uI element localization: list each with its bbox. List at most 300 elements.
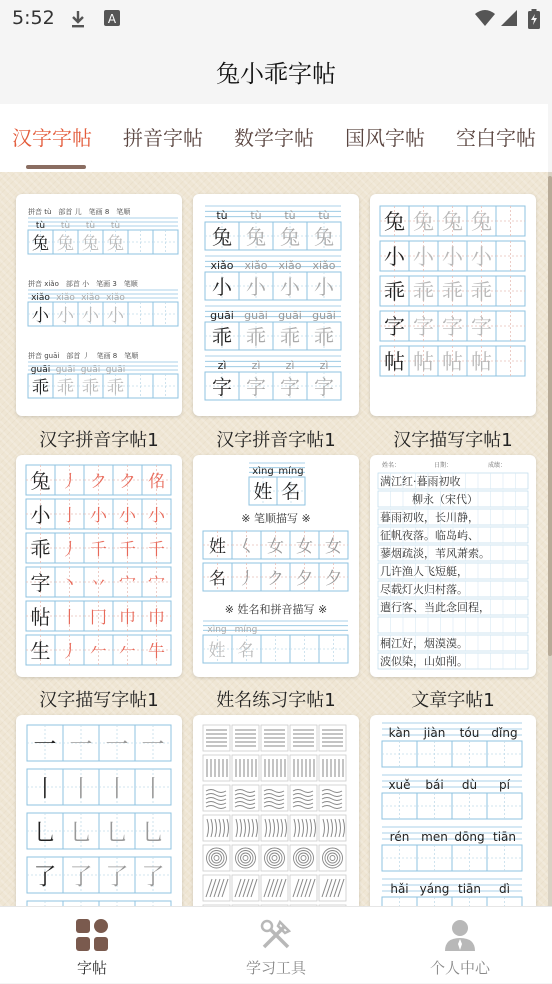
stroke-trace: 𠂉 bbox=[119, 642, 136, 662]
pattern-stroke bbox=[264, 798, 284, 801]
pattern-cell bbox=[261, 845, 288, 871]
template-card-lines[interactable] bbox=[193, 715, 359, 937]
stroke-trace: 女 bbox=[296, 537, 313, 557]
pinyin-text: guāi bbox=[55, 365, 76, 375]
pinyin-text: dì bbox=[499, 882, 510, 896]
hanzi-char: 乖 bbox=[30, 537, 51, 561]
pinyin-text: xìng bbox=[252, 466, 274, 477]
pinyin-text: kàn bbox=[388, 726, 411, 740]
scrollbar-thumb[interactable] bbox=[548, 176, 552, 656]
template-card-pinyin-2[interactable] bbox=[193, 194, 359, 416]
pattern-stroke bbox=[235, 802, 255, 805]
pinyin-text: xiǎo bbox=[106, 293, 125, 303]
hanzi-char: 兔 bbox=[212, 225, 232, 249]
pinyin-text: xiǎo bbox=[81, 293, 100, 303]
template-grid[interactable] bbox=[0, 172, 548, 906]
pattern-stroke bbox=[211, 819, 213, 837]
hanzi-char: 小 bbox=[246, 275, 266, 299]
stroke-char: 乚 bbox=[33, 820, 57, 846]
pattern-stroke bbox=[322, 798, 342, 801]
section-title: ※ 姓名和拼音描写 ※ bbox=[224, 603, 328, 616]
meta-text: 姓名： bbox=[382, 462, 401, 469]
pinyin-text: bái bbox=[425, 778, 444, 792]
hanzi-char: 字 bbox=[212, 375, 232, 399]
stroke-trace: 冂 bbox=[90, 608, 107, 628]
nav-label: 个人中心 bbox=[429, 959, 490, 977]
hanzi-char: 帖 bbox=[30, 605, 51, 629]
pattern-stroke bbox=[328, 853, 338, 863]
pinyin-text: tù bbox=[284, 209, 296, 222]
tab-guofeng[interactable]: 国风字帖 bbox=[345, 126, 425, 150]
stroke-trace: 丿 bbox=[238, 569, 255, 589]
section-title: ※ 笔顺描写 ※ bbox=[241, 512, 311, 525]
hanzi-char: 兔 bbox=[280, 225, 300, 249]
stroke-trace: 宀 bbox=[119, 574, 136, 594]
svg-text:A: A bbox=[107, 12, 117, 26]
pinyin-text: tóu bbox=[459, 726, 480, 740]
hanzi-char: 兔 bbox=[442, 210, 463, 234]
hanzi-char: 乖 bbox=[212, 325, 232, 349]
hanzi-char: 字 bbox=[246, 375, 266, 399]
pattern-stroke bbox=[339, 819, 341, 837]
pattern-stroke bbox=[302, 819, 304, 837]
hanzi-char: 姓 bbox=[208, 641, 226, 661]
stroke-trace: 小 bbox=[148, 506, 165, 526]
hanzi-char: 字 bbox=[442, 315, 463, 339]
hanzi-char: 生 bbox=[30, 639, 51, 663]
pattern-stroke bbox=[269, 819, 271, 837]
stroke-trace: 丶 bbox=[61, 574, 78, 594]
pattern-stroke bbox=[273, 819, 275, 837]
template-card-label[interactable]: 汉字拼音字帖1 bbox=[39, 430, 159, 451]
hanzi-char: 字 bbox=[30, 571, 51, 595]
tab-indicator bbox=[26, 165, 86, 169]
pattern-stroke bbox=[310, 819, 312, 837]
nav-item-tools[interactable] bbox=[216, 907, 336, 984]
stroke-char: 丨 bbox=[33, 776, 57, 802]
stroke-trace: 牛 bbox=[148, 642, 165, 662]
pattern-stroke bbox=[207, 848, 227, 868]
hanzi-char: 名 bbox=[237, 641, 255, 661]
bottom-nav bbox=[0, 906, 552, 983]
hanzi-char: 姓 bbox=[253, 481, 273, 503]
pattern-stroke bbox=[214, 856, 219, 861]
template-preview bbox=[16, 455, 182, 677]
template-card-pinyin-1[interactable] bbox=[16, 194, 182, 416]
pinyin-text: tù bbox=[35, 221, 46, 231]
pinyin-text: xiǎo bbox=[56, 293, 75, 303]
pinyin-text: guāi bbox=[244, 309, 268, 322]
pattern-stroke bbox=[235, 798, 255, 801]
template-card-pinyin-words[interactable] bbox=[370, 715, 536, 937]
pattern-stroke bbox=[270, 853, 280, 863]
pattern-stroke bbox=[243, 856, 248, 861]
pattern-stroke bbox=[265, 848, 285, 868]
pattern-stroke bbox=[206, 790, 226, 793]
pattern-stroke bbox=[343, 819, 345, 837]
stroke-trace: 𠂉 bbox=[90, 642, 107, 662]
pattern-stroke bbox=[335, 819, 337, 837]
pinyin-text: tiān bbox=[458, 882, 481, 896]
stroke-trace: 佲 bbox=[148, 472, 165, 492]
hanzi-char: 乖 bbox=[442, 280, 463, 304]
pinyin-text: hǎi bbox=[390, 882, 409, 896]
template-card-name[interactable] bbox=[193, 455, 359, 677]
stroke-char: 了 bbox=[33, 864, 57, 890]
pattern-stroke bbox=[301, 856, 306, 861]
hanzi-char: 乖 bbox=[107, 378, 124, 398]
status-bar bbox=[0, 0, 552, 38]
template-card-strokes[interactable] bbox=[16, 715, 182, 937]
nav-label: 学习工具 bbox=[245, 959, 306, 977]
hanzi-char: 字 bbox=[280, 375, 300, 399]
pinyin-text: xuě bbox=[388, 778, 411, 792]
pinyin-text: tù bbox=[250, 209, 262, 222]
stroke-trace: 巾 bbox=[119, 608, 136, 628]
article-line: 桐江好，烟漠漠。 bbox=[380, 637, 468, 650]
stroke-trace: 夕 bbox=[325, 569, 342, 589]
hanzi-char: 小 bbox=[384, 245, 405, 269]
pinyin-text: zì bbox=[285, 359, 295, 372]
pinyin-text: zì bbox=[217, 359, 227, 372]
pattern-stroke bbox=[235, 806, 255, 809]
block-header: 拼音 guāi 部首 丿 笔画 8 笔顺 bbox=[28, 352, 139, 360]
hanzi-char: 小 bbox=[212, 275, 232, 299]
hanzi-char: 兔 bbox=[30, 469, 51, 493]
pattern-stroke bbox=[256, 819, 258, 837]
template-preview bbox=[370, 715, 536, 937]
nav-item-profile[interactable] bbox=[400, 907, 520, 984]
hanzi-char: 小 bbox=[442, 245, 463, 269]
stroke-trace: 小 bbox=[90, 506, 107, 526]
pinyin-text: xiǎo bbox=[312, 259, 336, 272]
stroke-trace: 女 bbox=[267, 537, 284, 557]
article-line: 满江红·暮雨初收 bbox=[380, 475, 461, 488]
article-line: 蓼烟疏淡，苇风萧索。 bbox=[380, 547, 490, 560]
stroke-trace: 丨 bbox=[61, 608, 78, 628]
hanzi-char: 兔 bbox=[82, 234, 99, 254]
stroke-trace: ク bbox=[267, 569, 284, 589]
stroke-char: 乚 bbox=[141, 820, 165, 846]
pinyin-text: zì bbox=[319, 359, 329, 372]
pinyin-text: xiǎo bbox=[244, 259, 268, 272]
pinyin-text: dǐng bbox=[491, 726, 518, 740]
template-preview bbox=[370, 455, 536, 677]
article-line: 征帆夜落。临岛屿、 bbox=[380, 529, 479, 542]
pattern-stroke bbox=[264, 794, 284, 797]
stroke-trace: 名 bbox=[209, 569, 226, 589]
template-preview bbox=[16, 715, 182, 937]
template-preview bbox=[193, 194, 359, 416]
stroke-char: 乚 bbox=[69, 820, 93, 846]
nav-label: 字帖 bbox=[76, 959, 107, 977]
pattern-stroke bbox=[215, 819, 217, 837]
pattern-stroke bbox=[241, 853, 251, 863]
app-title: 兔小乖字帖 bbox=[216, 59, 336, 88]
hanzi-char: 字 bbox=[413, 315, 434, 339]
stroke-trace: 丷 bbox=[90, 574, 107, 594]
hanzi-char: 兔 bbox=[57, 234, 74, 254]
hanzi-char: 小 bbox=[57, 306, 74, 326]
hanzi-char: 字 bbox=[471, 315, 492, 339]
tools-icon bbox=[258, 917, 294, 953]
download-icon bbox=[68, 9, 88, 29]
hanzi-char: 字 bbox=[314, 375, 334, 399]
hanzi-char: 小 bbox=[30, 503, 51, 527]
pattern-stroke bbox=[294, 819, 296, 837]
hanzi-char: 兔 bbox=[384, 210, 405, 234]
stroke-trace: 丿 bbox=[61, 472, 78, 492]
keyboard-a-icon bbox=[103, 9, 121, 27]
pattern-stroke bbox=[323, 819, 325, 837]
pattern-stroke bbox=[298, 819, 300, 837]
pattern-stroke bbox=[236, 848, 256, 868]
hanzi-char: 乖 bbox=[471, 280, 492, 304]
stroke-trace: 小 bbox=[119, 506, 136, 526]
hanzi-char: 小 bbox=[471, 245, 492, 269]
tab-blank[interactable]: 空白字帖 bbox=[456, 126, 536, 150]
meta-text: 成绩： bbox=[488, 462, 507, 469]
pinyin-text: xiǎo bbox=[210, 259, 234, 272]
hanzi-char: 帖 bbox=[442, 350, 463, 374]
wifi-icon bbox=[474, 9, 496, 27]
template-preview bbox=[370, 194, 536, 416]
template-card-tracing-2[interactable] bbox=[16, 455, 182, 677]
pattern-stroke bbox=[293, 798, 313, 801]
pinyin-text: dù bbox=[461, 778, 478, 792]
hanzi-char: 小 bbox=[82, 306, 99, 326]
template-preview bbox=[16, 194, 182, 416]
hanzi-char: 名 bbox=[281, 481, 301, 503]
stroke-char: 一 bbox=[69, 732, 93, 758]
stroke-trace: ク bbox=[90, 472, 107, 492]
pattern-stroke bbox=[281, 819, 283, 837]
stroke-char: 乚 bbox=[105, 820, 129, 846]
pattern-stroke bbox=[293, 790, 313, 793]
pattern-stroke bbox=[293, 794, 313, 797]
meta-text: 日期： bbox=[434, 462, 453, 469]
template-card-label[interactable]: 文章字帖1 bbox=[411, 690, 495, 711]
pattern-stroke bbox=[265, 819, 267, 837]
pinyin-text: míng bbox=[278, 466, 304, 477]
hanzi-char: 小 bbox=[314, 275, 334, 299]
pattern-stroke bbox=[293, 806, 313, 809]
template-card-label[interactable]: 汉字拼音字帖1 bbox=[216, 430, 336, 451]
template-card-label[interactable]: 汉字描写字帖1 bbox=[393, 430, 513, 451]
stroke-trace: 千 bbox=[90, 540, 107, 560]
pinyin-text: xiǎo bbox=[278, 259, 302, 272]
hanzi-char: 帖 bbox=[413, 350, 434, 374]
stroke-trace: 丿 bbox=[61, 642, 78, 662]
article-line: 波似染，山如削。 bbox=[380, 655, 468, 668]
pattern-stroke bbox=[244, 819, 246, 837]
article-line: 尽载灯火归村落。 bbox=[380, 583, 468, 596]
pinyin-text: tiān bbox=[493, 830, 516, 844]
pinyin-text: guāi bbox=[80, 365, 101, 375]
template-card-label[interactable]: 汉字描写字帖1 bbox=[39, 690, 159, 711]
tab-math[interactable]: 数学字帖 bbox=[234, 126, 314, 150]
template-card-article[interactable] bbox=[370, 455, 536, 677]
pattern-stroke bbox=[206, 798, 226, 801]
article-line: 柳永（宋代） bbox=[412, 493, 478, 506]
pattern-stroke bbox=[235, 790, 255, 793]
pattern-stroke bbox=[219, 819, 221, 837]
pattern-stroke bbox=[223, 819, 225, 837]
hanzi-char: 小 bbox=[413, 245, 434, 269]
stroke-trace: ク bbox=[119, 472, 136, 492]
pattern-stroke bbox=[206, 802, 226, 805]
stroke-char: 丨 bbox=[105, 776, 129, 802]
pattern-stroke bbox=[227, 819, 229, 837]
hanzi-char: 小 bbox=[280, 275, 300, 299]
hanzi-char: 小 bbox=[32, 306, 49, 326]
template-preview bbox=[193, 455, 359, 677]
pattern-stroke bbox=[248, 819, 250, 837]
hanzi-char: 兔 bbox=[471, 210, 492, 234]
grid-squares-icon bbox=[74, 917, 110, 953]
pattern-cell bbox=[319, 845, 346, 871]
stroke-char: 了 bbox=[69, 864, 93, 890]
block-header: 拼音 xiǎo 部首 小 笔画 3 笔顺 bbox=[28, 280, 138, 288]
stroke-trace: 𡿨 bbox=[238, 537, 255, 557]
pattern-stroke bbox=[314, 819, 316, 837]
pinyin-text: xìng bbox=[207, 625, 227, 635]
pattern-stroke bbox=[240, 819, 242, 837]
pattern-stroke bbox=[207, 819, 209, 837]
pattern-stroke bbox=[285, 819, 287, 837]
block-header: 拼音 tù 部首 儿 笔画 8 笔顺 bbox=[28, 208, 131, 216]
pattern-stroke bbox=[322, 794, 342, 797]
pattern-stroke bbox=[330, 856, 335, 861]
pattern-stroke bbox=[252, 819, 254, 837]
pinyin-text: tù bbox=[318, 209, 330, 222]
pattern-cell bbox=[290, 845, 317, 871]
template-preview bbox=[193, 715, 359, 937]
status-time: 5:52 bbox=[12, 7, 55, 29]
stroke-trace: 姓 bbox=[209, 537, 226, 557]
hanzi-char: 兔 bbox=[32, 234, 49, 254]
pinyin-text: míng bbox=[234, 625, 258, 635]
hanzi-char: 帖 bbox=[471, 350, 492, 374]
stroke-char: 了 bbox=[141, 864, 165, 890]
stroke-trace: 女 bbox=[325, 537, 342, 557]
pattern-stroke bbox=[264, 806, 284, 809]
article-line: 暮雨初收，长川静， bbox=[380, 511, 479, 524]
tab-hanzi[interactable]: 汉字字帖 bbox=[12, 126, 92, 150]
article-line: 几许渔人飞短艇， bbox=[380, 565, 468, 578]
pinyin-text: yáng bbox=[419, 882, 450, 896]
pinyin-text: zì bbox=[251, 359, 261, 372]
pattern-stroke bbox=[264, 802, 284, 805]
stroke-trace: 宀 bbox=[148, 574, 165, 594]
pattern-stroke bbox=[322, 806, 342, 809]
hanzi-char: 字 bbox=[384, 315, 405, 339]
stroke-char: 丨 bbox=[69, 776, 93, 802]
pinyin-text: jiàn bbox=[423, 726, 446, 740]
pinyin-text: rén bbox=[389, 830, 410, 844]
pattern-stroke bbox=[293, 802, 313, 805]
tab-pinyin[interactable]: 拼音字帖 bbox=[123, 126, 203, 150]
stroke-trace: 千 bbox=[148, 540, 165, 560]
hanzi-char: 乖 bbox=[246, 325, 266, 349]
pinyin-text: tù bbox=[216, 209, 228, 222]
hanzi-char: 兔 bbox=[246, 225, 266, 249]
stroke-char: 一 bbox=[105, 732, 129, 758]
nav-item-copybooks[interactable] bbox=[32, 907, 152, 984]
battery-charging-icon bbox=[528, 9, 540, 29]
pattern-cell bbox=[232, 845, 259, 871]
hanzi-char: 小 bbox=[107, 306, 124, 326]
pinyin-text: guāi bbox=[105, 365, 126, 375]
pattern-stroke bbox=[299, 853, 309, 863]
pattern-stroke bbox=[306, 819, 308, 837]
pattern-stroke bbox=[327, 819, 329, 837]
hanzi-char: 兔 bbox=[413, 210, 434, 234]
hanzi-char: 乖 bbox=[384, 280, 405, 304]
stroke-char: 一 bbox=[33, 732, 57, 758]
pattern-stroke bbox=[322, 790, 342, 793]
stroke-char: 丨 bbox=[141, 776, 165, 802]
app-bar bbox=[0, 38, 552, 104]
pinyin-text: guāi bbox=[312, 309, 336, 322]
template-card-label[interactable]: 姓名练习字帖1 bbox=[216, 690, 336, 711]
stroke-char: 了 bbox=[105, 864, 129, 890]
pattern-stroke bbox=[212, 853, 222, 863]
pinyin-text: guāi bbox=[30, 365, 51, 375]
hanzi-char: 帖 bbox=[384, 350, 405, 374]
pattern-stroke bbox=[331, 819, 333, 837]
hanzi-char: 兔 bbox=[314, 225, 334, 249]
stroke-char: 一 bbox=[141, 732, 165, 758]
signal-icon bbox=[500, 9, 518, 27]
pattern-stroke bbox=[206, 794, 226, 797]
tab-bar bbox=[0, 104, 548, 172]
pattern-stroke bbox=[236, 819, 238, 837]
template-card-tracing-1[interactable] bbox=[370, 194, 536, 416]
pattern-stroke bbox=[206, 806, 226, 809]
hanzi-char: 乖 bbox=[314, 325, 334, 349]
hanzi-char: 乖 bbox=[32, 378, 49, 398]
pattern-stroke bbox=[277, 819, 279, 837]
stroke-trace: 亅 bbox=[61, 506, 78, 526]
stroke-trace: 巾 bbox=[148, 608, 165, 628]
pattern-stroke bbox=[323, 848, 343, 868]
stroke-trace: 丿 bbox=[61, 540, 78, 560]
pattern-cell bbox=[203, 845, 230, 871]
pattern-stroke bbox=[294, 848, 314, 868]
hanzi-char: 乖 bbox=[413, 280, 434, 304]
pattern-stroke bbox=[272, 856, 277, 861]
person-icon bbox=[442, 917, 478, 953]
hanzi-char: 乖 bbox=[280, 325, 300, 349]
pinyin-text: xiǎo bbox=[31, 293, 50, 303]
pattern-stroke bbox=[322, 802, 342, 805]
pinyin-text: guāi bbox=[210, 309, 234, 322]
pinyin-text: tù bbox=[85, 221, 96, 231]
pattern-stroke bbox=[235, 794, 255, 797]
pinyin-text: tù bbox=[60, 221, 71, 231]
stroke-trace: 夕 bbox=[296, 569, 313, 589]
pinyin-text: men bbox=[421, 830, 448, 844]
hanzi-char: 乖 bbox=[57, 378, 74, 398]
pinyin-text: guāi bbox=[278, 309, 302, 322]
pattern-stroke bbox=[264, 790, 284, 793]
pinyin-text: tù bbox=[110, 221, 121, 231]
pinyin-text: pí bbox=[499, 778, 510, 792]
hanzi-char: 兔 bbox=[107, 234, 124, 254]
pinyin-text: dōng bbox=[454, 830, 485, 844]
article-line: 遣行客、当此念回程， bbox=[380, 601, 490, 614]
